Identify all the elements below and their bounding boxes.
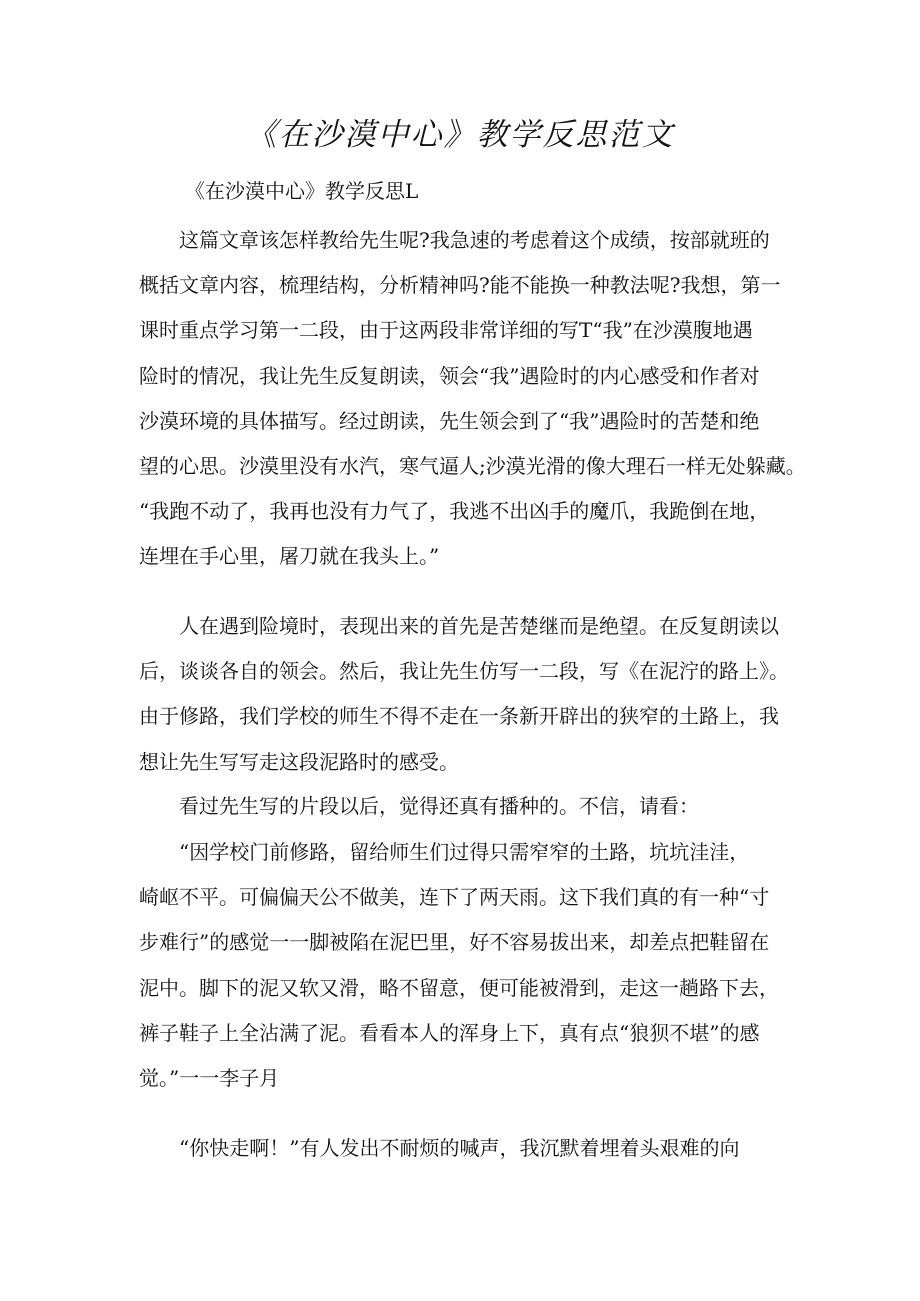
paragraph-line: 望的心思。沙漠里没有水汽，寒气逼人;沙漠光滑的像大理石一样无处躲藏。	[139, 453, 806, 478]
paragraph-line: 连埋在手心里，屠刀就在我头上。”	[139, 544, 440, 569]
paragraph-line: 沙漠环境的具体描写。经过朗读，先生领会到了“我”遇险时的苦楚和绝	[139, 408, 760, 433]
paragraph-line: 这篇文章该怎样教给先生呢?我急速的考虑着这个成绩，按部就班的	[179, 228, 770, 252]
paragraph-line: “我跑不动了，我再也没有力气了，我逃不出凶手的魔爪，我跪倒在地，	[139, 499, 770, 524]
paragraph-line: 课时重点学习第一二段，由于这两段非常详细的写T“我”在沙漠腹地遇	[139, 318, 753, 343]
paragraph-5	[139, 1126, 799, 1171]
paragraph-line: 看过先生写的片段以后，觉得还真有播种的。不信，请看：	[179, 794, 699, 818]
paragraph-line: 险时的情况，我让先生反复朗读，领会“我”遇险时的内心感受和作者对	[139, 363, 760, 388]
paragraph-line: 裤子鞋子上全沾满了泥。看看本人的浑身上下，真有点“狼狈不堪”的感	[139, 1020, 760, 1045]
paragraph-4-quote	[139, 830, 799, 1101]
paragraph-line: “因学校门前修路，留给师生们过得只需窄窄的土路，坑坑洼洼，	[179, 840, 750, 864]
paragraph-line: 步难行”的感觉一一脚被陷在泥巴里，好不容易拔出来，却差点把鞋留在	[139, 930, 770, 955]
paragraph-line: 由于修路，我们学校的师生不得不走在一条新开辟出的狭窄的土路上，我	[139, 704, 779, 729]
paragraph-3	[139, 784, 799, 829]
paragraph-line: 觉。”一一李子月	[139, 1065, 280, 1090]
paragraph-line: 想让先生写写走这段泥路时的感受。	[139, 749, 459, 774]
document-title: 《在沙漠中心》教学反思范文	[245, 117, 675, 153]
paragraph-line: “你快走啊！”有人发出不耐烦的喊声，我沉默着埋着头艰难的向	[179, 1136, 740, 1160]
paragraph-2	[139, 604, 799, 785]
document-subtitle: 《在沙漠中心》教学反思L	[185, 179, 419, 203]
paragraph-line: 崎岖不平。可偏偏天公不做美，连下了两天雨。这下我们真的有一种“寸	[139, 885, 770, 910]
paragraph-line: 概括文章内容，梳理结构，分析精神吗?能不能换一种教法呢?我想，第一	[139, 273, 781, 298]
paragraph-line: 后，谈谈各自的领会。然后，我让先生仿写一二段，写《在泥泞的路上》。	[139, 659, 789, 684]
paragraph-line: 泥中。脚下的泥又软又滑，略不留意，便可能被滑到，走这一趟路下去，	[139, 975, 779, 1000]
paragraph-line: 人在遇到险境时，表现出来的首先是苦楚继而是绝望。在反复朗读以	[179, 614, 779, 638]
paragraph-1	[139, 218, 806, 580]
